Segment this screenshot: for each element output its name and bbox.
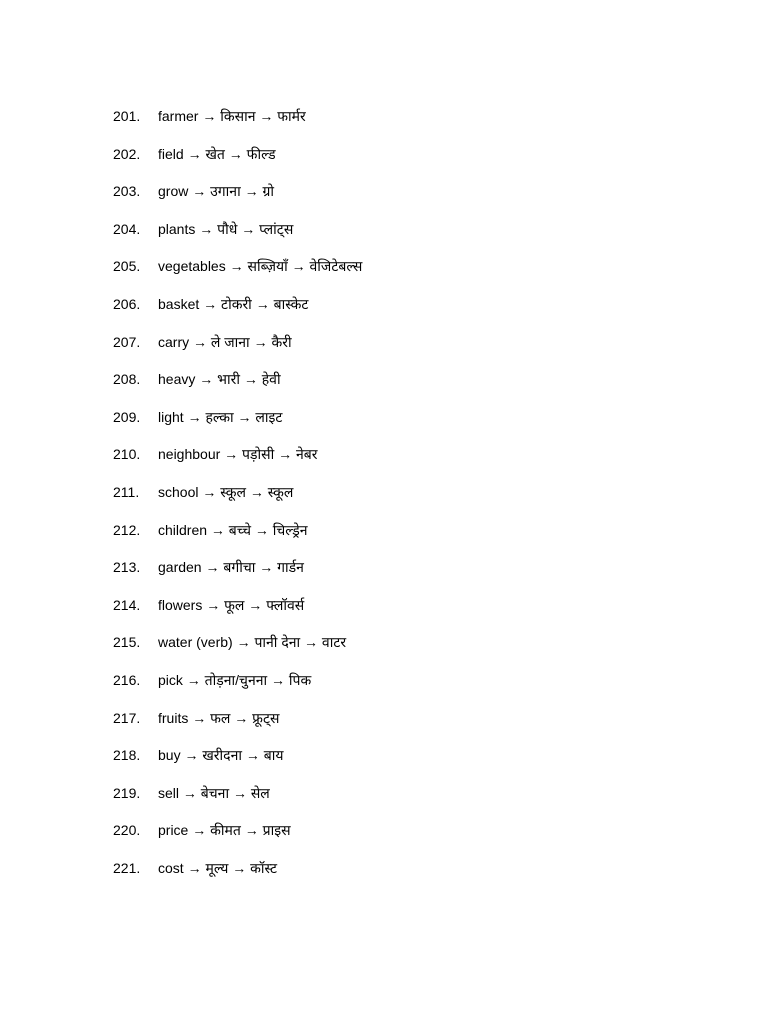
list-item	[113, 332, 362, 370]
list-item	[113, 482, 362, 520]
item-number: 201.	[113, 108, 141, 124]
item-number: 221.	[113, 859, 141, 876]
item-text: pick → तोड़ना/चुनना → पिक	[158, 671, 312, 688]
item-text: cost → मूल्य → कॉस्ट	[158, 859, 278, 876]
item-number: 202.	[113, 145, 141, 162]
item-number: 210.	[113, 446, 141, 463]
list-item	[113, 369, 362, 407]
list-item	[113, 632, 362, 670]
item-number: 207.	[113, 333, 141, 350]
list-item	[113, 256, 362, 294]
item-number: 215.	[113, 634, 141, 651]
list-item	[113, 745, 362, 783]
item-text: price → कीमत → प्राइस	[158, 822, 291, 839]
vocabulary-list	[113, 106, 362, 895]
list-item	[113, 708, 362, 746]
list-item	[113, 144, 362, 182]
item-number: 218.	[113, 747, 141, 764]
item-text: sell → बेचना → सेल	[158, 784, 270, 801]
item-number: 208.	[113, 371, 141, 388]
item-number: 214.	[113, 596, 141, 613]
item-text: water (verb) → पानी देना → वाटर	[158, 634, 347, 651]
item-text: garden → बगीचा → गार्डन	[158, 559, 304, 576]
item-text: fruits → फल → फ्रूट्स	[158, 709, 280, 726]
list-item	[113, 858, 362, 896]
list-item	[113, 181, 362, 219]
item-text: flowers → फूल → फ्लॉवर्स	[158, 596, 305, 613]
list-item	[113, 557, 362, 595]
list-item	[113, 783, 362, 821]
list-item	[113, 219, 362, 257]
item-number: 212.	[113, 521, 141, 538]
item-text: basket → टोकरी → बास्केट	[158, 295, 309, 312]
item-text: carry → ले जाना → कैरी	[158, 333, 292, 350]
item-number: 217.	[113, 709, 141, 726]
item-text: grow → उगाना → ग्रो	[158, 183, 275, 200]
list-item	[113, 595, 362, 633]
item-number: 204.	[113, 220, 141, 237]
list-item	[113, 294, 362, 332]
list-item	[113, 444, 362, 482]
item-text: heavy → भारी → हेवी	[158, 371, 281, 388]
item-number: 205.	[113, 258, 141, 275]
list-item	[113, 520, 362, 558]
item-number: 206.	[113, 295, 141, 312]
list-item	[113, 820, 362, 858]
item-number: 220.	[113, 822, 141, 839]
item-text: school → स्कूल → स्कूल	[158, 483, 294, 500]
list-item	[113, 670, 362, 708]
item-text: buy → खरीदना → बाय	[158, 747, 284, 764]
item-text: light → हल्का → लाइट	[158, 408, 283, 425]
item-number: 219.	[113, 784, 141, 801]
item-text: plants → पौधे → प्लांट्स	[158, 220, 294, 237]
item-number: 203.	[113, 183, 141, 200]
item-number: 216.	[113, 671, 141, 688]
item-text: farmer → किसान → फार्मर	[158, 108, 306, 124]
item-text: field → खेत → फील्ड	[158, 145, 276, 162]
item-number: 209.	[113, 408, 141, 425]
item-text: neighbour → पड़ोसी → नेबर	[158, 446, 318, 463]
item-text: vegetables → सब्ज़ियाँ → वेजिटेबल्स	[158, 258, 363, 275]
list-item	[113, 407, 362, 445]
item-number: 211.	[113, 483, 140, 500]
list-item	[113, 106, 362, 144]
item-number: 213.	[113, 559, 141, 576]
item-text: children → बच्चे → चिल्ड्रेन	[158, 521, 308, 538]
